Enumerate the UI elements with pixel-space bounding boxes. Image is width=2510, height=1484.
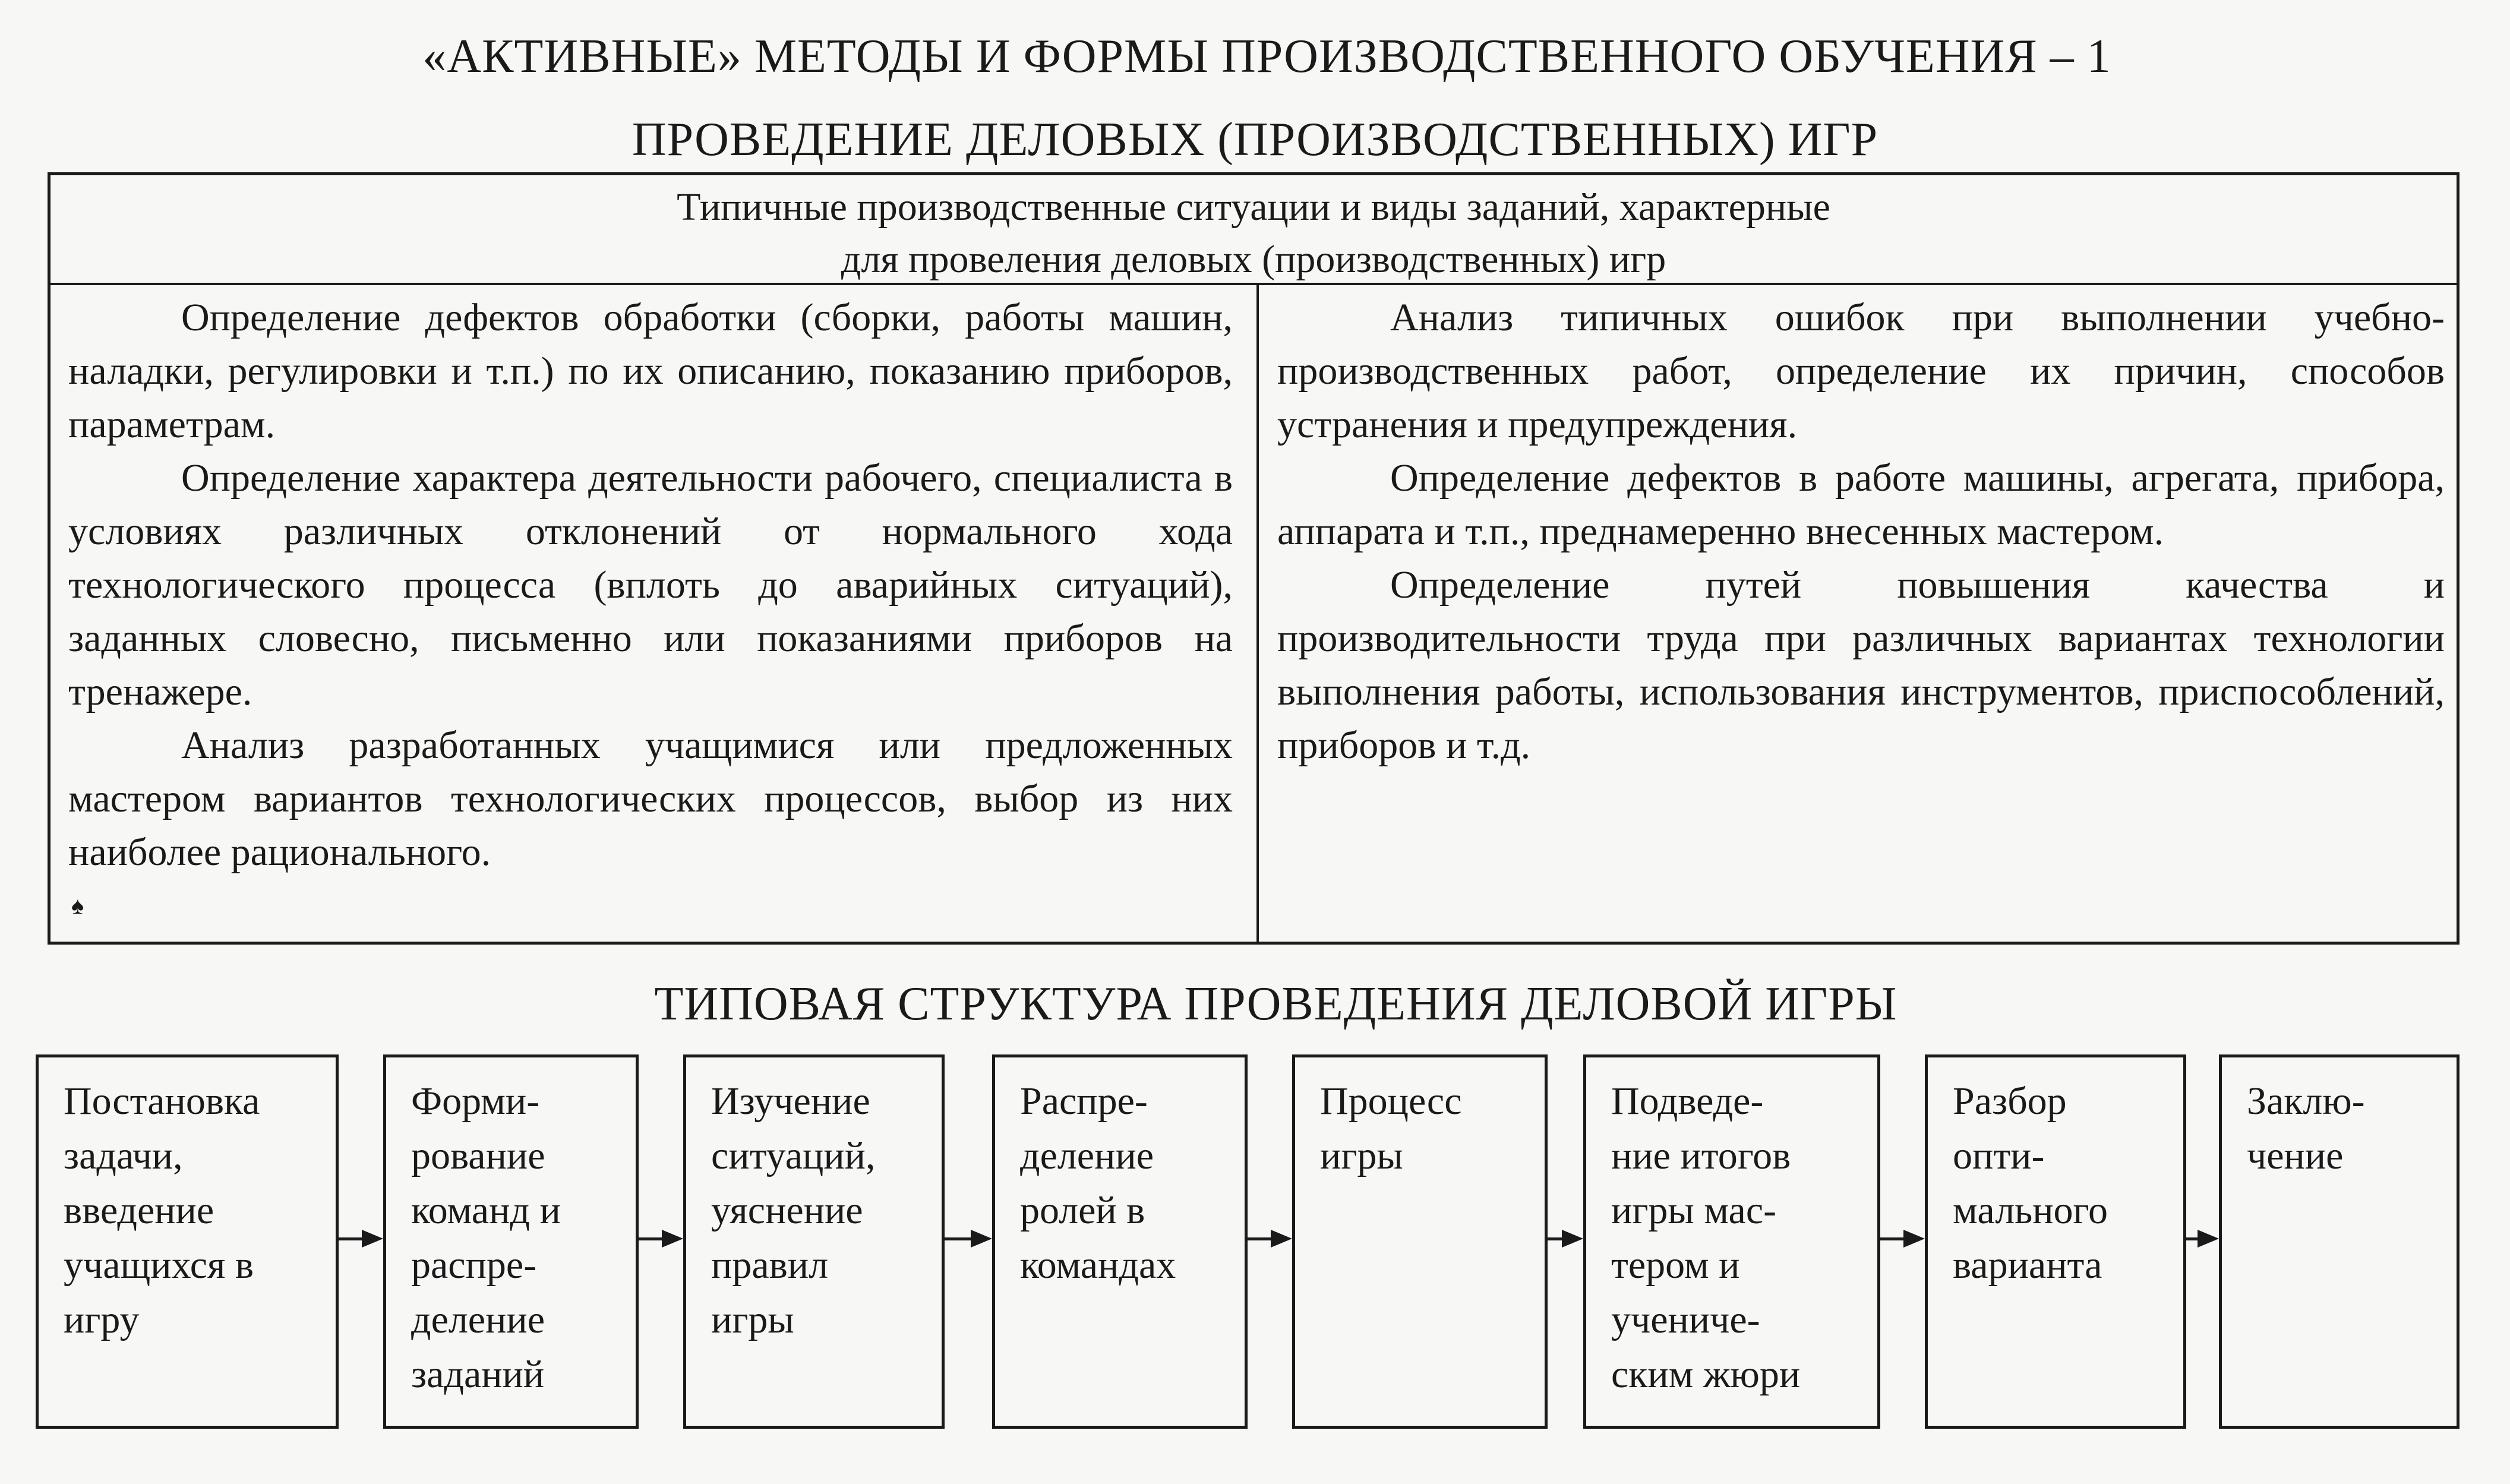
left-column bbox=[68, 291, 1233, 879]
arrow-right-icon bbox=[339, 1230, 383, 1248]
step-box-5 bbox=[1292, 1054, 1548, 1429]
table-header-line-2: для провеления деловых (производственных) игр bbox=[841, 238, 1666, 281]
step-box-6 bbox=[1583, 1054, 1880, 1429]
step-label: Заклю- чение bbox=[2247, 1079, 2365, 1177]
step-label: Форми- рование команд и распре- деление заданий bbox=[411, 1079, 561, 1396]
section-title-game-structure: ТИПОВАЯ СТРУКТУРА ПРОВЕДЕНИЯ ДЕЛОВОЙ ИГРЫ bbox=[654, 978, 1898, 1030]
step-label: Распре- деление ролей в командах bbox=[1020, 1079, 1176, 1287]
step-box-1 bbox=[36, 1054, 339, 1429]
step-box-7 bbox=[1925, 1054, 2186, 1429]
arrow-right-icon bbox=[1548, 1230, 1583, 1248]
right-paragraph: Определение дефектов в работе машины, агрегата, прибора, аппарата и т.п., преднамеренно внесенных мастером. bbox=[1277, 456, 2445, 553]
left-paragraph: Анализ разработанных учащимися или предложенных мастером вариантов технологических процессов, выбор из них наиболее рационального. bbox=[68, 724, 1233, 874]
step-label: Изучение ситуаций, уяснение правил игры bbox=[711, 1079, 876, 1341]
step-box-3 bbox=[683, 1054, 945, 1429]
section-title-business-games: ПРОВЕДЕНИЕ ДЕЛОВЫХ (ПРОИЗВОДСТВЕННЫХ) ИГР bbox=[632, 113, 1878, 166]
left-paragraph: Определение дефектов обработки (сборки, работы машин, наладки, регулировки и т.п.) по их описанию, показанию приборов, параметрам. bbox=[68, 296, 1233, 446]
right-paragraph: Определение путей повышения качества и производительности труда при различных вариантах технологии выполнения работы, использования инструментов, приспособлений, приборов и т.д. bbox=[1277, 563, 2445, 767]
step-label: Подведе- ние итогов игры мас- тером и учениче- ским жюри bbox=[1611, 1079, 1801, 1396]
step-box-8 bbox=[2219, 1054, 2460, 1429]
step-label: Постановка задачи, введение учащихся в игру bbox=[64, 1079, 260, 1341]
arrow-right-icon bbox=[639, 1230, 683, 1248]
table-header bbox=[50, 175, 2457, 285]
step-label: Разбор опти- мального варианта bbox=[1953, 1079, 2108, 1287]
right-column bbox=[1277, 291, 2445, 772]
scan-mark-icon: ♠ bbox=[71, 892, 84, 919]
document-title: «АКТИВНЫЕ» МЕТОДЫ И ФОРМЫ ПРОИЗВОДСТВЕННОГО ОБУЧЕНИЯ – 1 bbox=[422, 30, 2111, 83]
arrow-right-icon bbox=[1880, 1230, 1925, 1248]
step-box-2 bbox=[383, 1054, 639, 1429]
arrow-right-icon bbox=[1248, 1230, 1292, 1248]
situations-table bbox=[48, 172, 2460, 945]
right-paragraph: Анализ типичных ошибок при выполнении учебно-производственных работ, определение их причин, способов устранения и предупреждения. bbox=[1277, 296, 2445, 446]
left-paragraph: Определение характера деятельности рабочего, специалиста в условиях различных отклонений от нормального хода технологического процесса (вплоть до аварийных ситуаций), заданных словесно, письменно или показаниями приборов на тренажере. bbox=[68, 456, 1233, 713]
table-header-line-1: Типичные производственные ситуации и виды заданий, характерные bbox=[677, 185, 1830, 229]
arrow-right-icon bbox=[2186, 1230, 2219, 1248]
step-box-4 bbox=[992, 1054, 1248, 1429]
step-label: Процесс игры bbox=[1320, 1079, 1462, 1177]
column-divider bbox=[1256, 285, 1259, 942]
arrow-right-icon bbox=[945, 1230, 992, 1248]
